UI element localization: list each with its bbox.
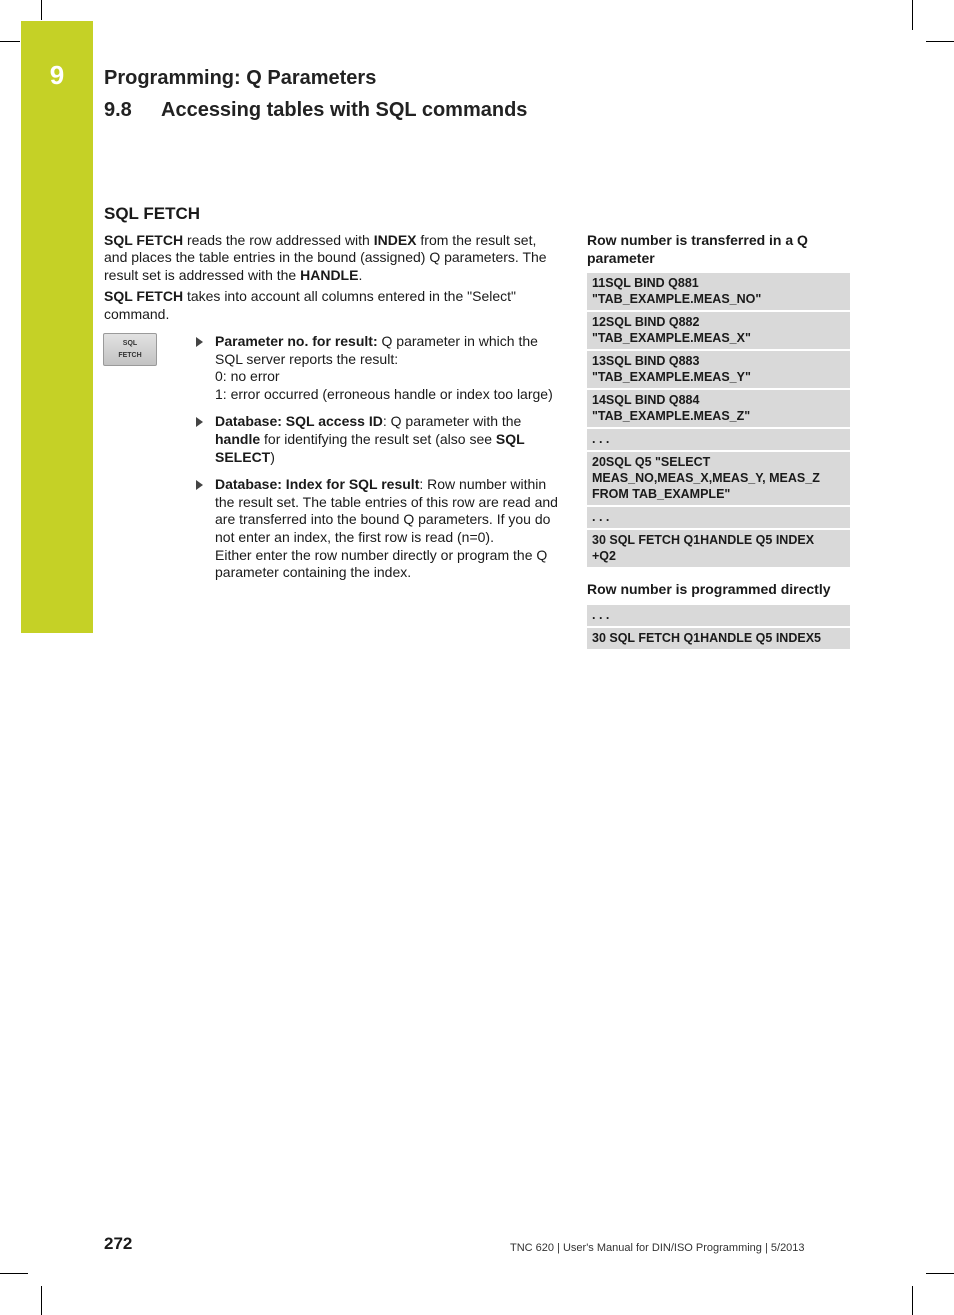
- chapter-tab: [21, 21, 93, 633]
- code-line: 30 SQL FETCH Q1HANDLE Q5 INDEX5: [587, 628, 850, 649]
- text: Q parameter in which the SQL server reports the result:: [215, 333, 538, 367]
- crop-mark: [926, 41, 954, 42]
- crop-mark: [41, 1286, 42, 1315]
- list-item: [194, 413, 558, 466]
- triangle-bullet-icon: [196, 337, 203, 347]
- text: 0: no error: [215, 368, 280, 385]
- text: from the result set, and places the table entries in the bound (assigned) Q parameters. The result set is addressed with the: [104, 231, 547, 283]
- text: takes into account all columns entered in the "Select" command.: [104, 288, 516, 322]
- keyword: SQL FETCH: [104, 231, 184, 248]
- footer-text: TNC 620 | User's Manual for DIN/ISO Programming | 5/2013: [510, 1242, 805, 1254]
- crop-mark: [0, 41, 20, 42]
- example-subheading: Row number is transferred in a Q parameter: [587, 232, 808, 266]
- parameter-name: Database: SQL access ID: [215, 413, 383, 430]
- crop-mark: [0, 1273, 28, 1274]
- triangle-bullet-icon: [196, 480, 203, 490]
- chapter-title: Programming: Q Parameters: [104, 67, 377, 89]
- triangle-bullet-icon: [196, 417, 203, 427]
- chapter-number: 9: [49, 60, 65, 90]
- crop-mark: [912, 1286, 913, 1315]
- parameter-name: Parameter no. for result:: [215, 333, 378, 349]
- text: Either enter the row number directly or program the Q parameter containing the index.: [215, 546, 548, 581]
- code-line: . . .: [587, 605, 850, 626]
- paragraph: [104, 288, 556, 323]
- paragraph: [104, 232, 556, 285]
- text: reads the row addressed with: [183, 231, 374, 248]
- code-line: 14SQL BIND Q884 "TAB_EXAMPLE.MEAS_Z": [587, 390, 850, 427]
- code-line: 12SQL BIND Q882 "TAB_EXAMPLE.MEAS_X": [587, 312, 850, 349]
- sql-fetch-softkey[interactable]: [103, 333, 157, 366]
- text: 1: error occurred (erroneous handle or index too large): [215, 385, 553, 402]
- code-line: 20SQL Q5 "SELECT MEAS_NO,MEAS_X,MEAS_Y, MEAS_Z FROM TAB_EXAMPLE": [587, 452, 850, 505]
- example-column: [587, 232, 850, 651]
- code-line: 30 SQL FETCH Q1HANDLE Q5 INDEX +Q2: [587, 530, 850, 567]
- parameter-name: Database: Index for SQL result: [215, 476, 420, 493]
- section-number: 9.8: [104, 99, 132, 121]
- softkey-label: FETCH: [118, 352, 142, 359]
- list-item: [194, 333, 558, 403]
- code-line: 11SQL BIND Q881 "TAB_EXAMPLE.MEAS_NO": [587, 273, 850, 310]
- text: : Row number within the result set. The table entries of this row are read and are transferred into the bound Q parameters. If you do not enter an index, the first row is read (n=0).: [215, 476, 558, 545]
- main-text: [104, 205, 556, 328]
- example-subheading: Row number is programmed directly: [587, 581, 831, 598]
- keyword: handle: [215, 430, 261, 447]
- page-number: 272: [104, 1234, 133, 1253]
- parameter-list: [194, 333, 558, 592]
- keyword: SQL FETCH: [104, 288, 184, 305]
- keyword: HANDLE: [300, 266, 359, 283]
- crop-mark: [926, 1273, 954, 1274]
- code-line: 13SQL BIND Q883 "TAB_EXAMPLE.MEAS_Y": [587, 351, 850, 388]
- section-title: [104, 99, 527, 122]
- code-line: . . .: [587, 429, 850, 450]
- text: ): [270, 448, 275, 465]
- section-title-text: Accessing tables with SQL commands: [161, 99, 528, 121]
- text: .: [358, 266, 363, 283]
- list-item: [194, 476, 558, 582]
- keyword: SQL SELECT: [215, 430, 525, 465]
- page-heading: SQL FETCH: [104, 204, 201, 223]
- keyword: INDEX: [373, 231, 417, 248]
- text: : Q parameter with the: [382, 413, 522, 430]
- code-line: . . .: [587, 507, 850, 528]
- crop-mark: [912, 0, 913, 30]
- crop-mark: [41, 0, 42, 20]
- code-block: [587, 273, 850, 567]
- text: for identifying the result set (also see: [260, 430, 496, 447]
- code-block: [587, 605, 850, 649]
- softkey-label: SQL: [122, 340, 138, 347]
